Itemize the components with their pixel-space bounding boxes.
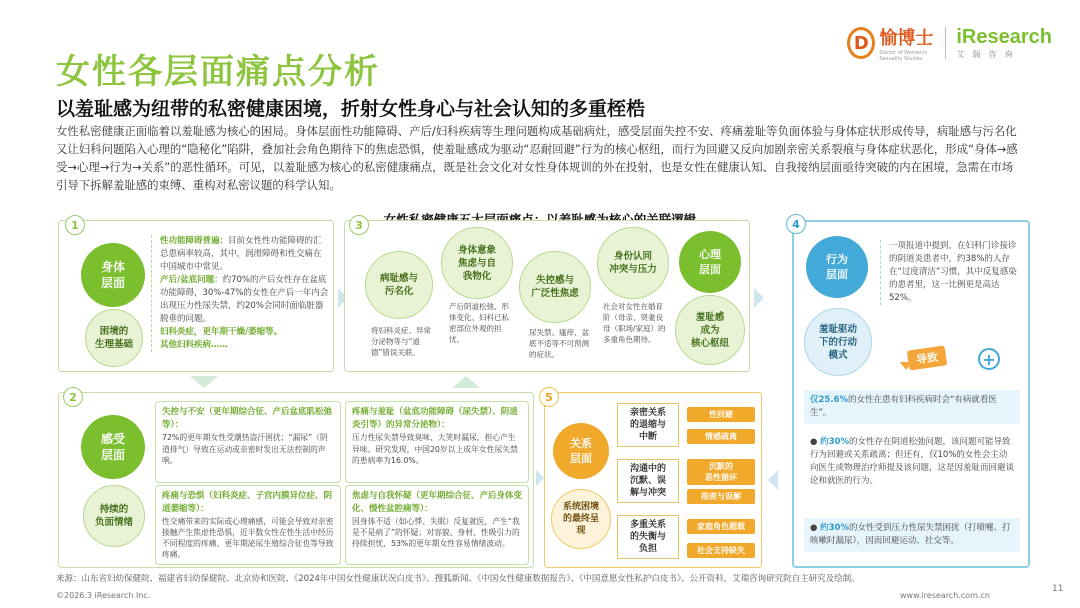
iresearch-logo	[956, 26, 1052, 60]
panel-number: 4	[786, 214, 806, 234]
panel-feeling-layer	[58, 392, 534, 568]
body-text: 目前女性性功能障碍的汇总患病率较高，其中，润滑障碍和性交痛在中国城市中常见。	[160, 236, 322, 272]
behavior-stat-3: ● 约30%的女性存在阴道松弛问题，该问题可能导致行为回避或关系疏离；但还有，仅10%的女性会主动向医生或物理治疗师提及该问题，这是因羞耻而回避谈论和就医的行为。	[810, 437, 1015, 486]
page-title: 女性各层面痛点分析	[56, 52, 380, 92]
yuboshi-name: 愉博士	[879, 28, 934, 49]
leads-to-tag: 导致	[907, 345, 947, 370]
body-highlight: 性功能障碍普遍：	[160, 236, 229, 246]
feeling-sub-circle: 持续的 负面情绪	[83, 485, 145, 547]
behavior-sub-circle: 羞耻驱动 下的行动 模式	[804, 308, 872, 376]
relation-layer-circle: 关系 层面	[553, 423, 609, 479]
feeling-box-title: 失控与不安（更年期综合征、产后盆底肌松弛等）：	[162, 407, 333, 430]
behavior-text-1	[880, 240, 1024, 305]
behavior-stat-text: 的女性存在阴道松弛问题，该问题可能导致行为回避或关系疏离；但还有，仅10%的女性会主动向医生或物理治疗师提及该问题，这是因羞耻而回避谈论和就医的行为。	[810, 437, 1015, 486]
feeling-box-text: 因身体不适（如心悸、失眠）反复就医，产生“我是不是病了”的怀疑；对容貌、身材、性吸引力的持续担忧，53%的更年期女性容易情绪波动。	[352, 517, 520, 548]
feeling-box-4	[345, 485, 529, 565]
copyright: ©2026.3 iResearch Inc.	[56, 591, 151, 600]
behavior-stat-hl: 约30%	[820, 523, 849, 533]
logo-group	[847, 24, 1052, 62]
behavior-stat-text: 的女性受到压力性尿失禁困扰（打喷嚏、打咳嗽时漏尿），因而回避运动、社交等。	[810, 523, 1011, 546]
behavior-stat-2	[804, 390, 1020, 424]
panel-relation-layer	[544, 392, 762, 568]
body-image-text: 产后阴道松弛、形体变化、妇科已私密部位外观的担忧。	[449, 302, 509, 344]
feeling-layer-circle: 感受 层面	[81, 415, 145, 479]
website-link[interactable]: www.iresearch.com.cn	[900, 591, 990, 600]
feeling-box-text: 压力性尿失禁导致臭味、大笑时漏尿，担心产生异味。研究发现，中国20岁以上成年女性尿失禁的患病率为16.0%。	[352, 433, 518, 465]
panel-body-layer	[58, 220, 334, 372]
feeling-box-2	[345, 401, 529, 483]
anxiety-text: 尿失禁、瘙痒、盆底不适等不可预测的症状。	[529, 328, 589, 359]
body-layer-sub-circle: 困境的 生理基础	[85, 309, 143, 367]
panel-behavior-layer	[792, 217, 1030, 568]
body-image-circle: 身体意象 焦虑与自 我物化	[441, 227, 513, 299]
arrow-up-icon	[452, 376, 480, 388]
relation-sub-circle: 系统困境 的最终呈 现	[551, 489, 611, 549]
page-subtitle: 以羞耻感为纽带的私密健康困境，折射女性身心与社会认知的多重桎梏	[56, 98, 646, 120]
body-text: 约70%的产后女性存在盆底功能障碍，30%-47%的女性在产后一年内会出现压力性尿失禁，约20%会同时面临脏器脱垂的问题。	[160, 275, 329, 324]
panel-number: 1	[65, 215, 85, 235]
arrow-right-icon	[754, 288, 764, 308]
page-number: 11	[1052, 584, 1064, 594]
arrow-down-icon	[190, 376, 218, 388]
body-layer-text	[151, 235, 329, 352]
behavior-stat-hl: 约30%	[820, 437, 849, 447]
feeling-box-1	[155, 401, 341, 483]
yuboshi-mark-icon: D	[847, 27, 875, 59]
feeling-box-title: 疼痛与恐惧（妇科炎症、子宫内膜异位症、阴道萎缩等）：	[162, 491, 333, 514]
relation-tag: 家庭角色超载	[687, 519, 755, 534]
arrow-right-icon	[536, 470, 544, 486]
relation-tag: 沉默的 恶性循环	[687, 459, 755, 485]
body-layer-circle: 身体 层面	[81, 243, 145, 307]
iresearch-name: iResearch	[956, 26, 1052, 48]
relation-row-3: 多重关系 的失衡与 负担	[617, 515, 679, 559]
psych-layer-circle: 心理 层面	[679, 231, 741, 293]
panel-number: 2	[63, 387, 83, 407]
body-line	[160, 274, 329, 326]
relation-tag: 情感疏离	[687, 429, 755, 444]
medical-cross-icon: +	[978, 348, 1000, 370]
relation-row-2: 沟通中的 沉默、误 解与冲突	[617, 459, 679, 503]
shame-core-circle: 羞耻感 成为 核心枢纽	[675, 295, 745, 365]
intro-paragraph: 女性私密健康正面临着以羞耻感为核心的困局。身体层面性功能障碍、产后/妇科疾病等生理问题构成基础病灶，感受层面失控不安、疼痛羞耻等负面体验与身体症状形成传导，病耻感与污名化又让妇科问题陷入心理的“隐秘化”陷阱，叠加社会角色期待下的焦虑恐惧，使羞耻感成为驱动“忍耐回避”行为的核心枢纽，而行为回避又反向加剧亲密关系裂痕与身体症状恶化，形成“身体→感受→心理→行为→关系”的恶性循环。可见，以羞耻感为核心的私密健康痛点，既是社会文化对女性身体规训的外在投射，也是女性在健康认知、自我接纳层面亟待突破的内在困境，急需在市场引导下拆解羞耻感的束缚、重构对私密议题的科学认知。	[56, 124, 1018, 192]
source-note: 来源：山东省妇幼保健院、福建省妇幼保健院、北京协和医院、《2024年中国女性健康状况白皮书》、搜狐新闻、《中国女性健康数据报告》、《中国意愿女性私护白皮书》、公开资料，艾瑞咨询研究院自主研究及绘制。	[56, 574, 860, 584]
iresearch-subtitle: 艾瑞咨询	[956, 50, 1021, 59]
arrow-left-icon	[768, 470, 778, 490]
feeling-box-title: 焦虑与自我怀疑（更年期综合征、产后身体变化、慢性盆腔痛等）：	[352, 491, 523, 514]
relation-tag: 指责与误解	[687, 489, 755, 504]
panel-number: 3	[349, 215, 369, 235]
body-line: 其他妇科疾病……	[160, 340, 229, 350]
body-line	[160, 235, 329, 274]
body-highlight: 产后/盆底问题：	[160, 275, 223, 285]
behavior-stat-hl: 仅25.6%	[810, 395, 848, 405]
feeling-box-text: 性交痛带来的实际或心理痛感，可能会导致对亲密接触产生焦虑性恐惧，近半数女性在性生活中经历不同程度的疼痛，更年期泌尿生殖综合征也等导致疼痛。	[162, 517, 334, 559]
arrow-down-icon	[900, 362, 912, 370]
feeling-box-3	[155, 485, 341, 565]
behavior-layer-circle: 行为 层面	[806, 236, 868, 298]
behavior-stat-4: ● 约30%的女性受到压力性尿失禁困扰（打喷嚏、打咳嗽时漏尿），因而回避运动、社交等。	[804, 518, 1020, 552]
logo-divider	[945, 27, 946, 59]
stigma-circle: 病耻感与 污名化	[365, 251, 433, 319]
anxiety-circle: 失控感与 广泛性焦虑	[519, 251, 591, 323]
relation-row-1: 亲密关系 的退缩与 中断	[617, 403, 679, 447]
relation-tag: 社会支持缺失	[687, 543, 755, 558]
panel-psych-layer	[344, 220, 750, 372]
panel-number: 5	[539, 387, 559, 407]
body-line: 妇科炎症，更年期干燥/萎缩等。	[160, 327, 283, 337]
identity-circle: 身份认同 冲突与压力	[597, 227, 669, 299]
relation-tag: 性回避	[687, 407, 755, 422]
behavior-stat-text: 的女性在患有妇科疾病时会“有病就看医生”。	[810, 395, 997, 418]
identity-text: 社会对女性在婚育阶（母亲、贤妻良母（职场/家庭）的多重角色期待。	[603, 302, 666, 344]
stigma-text: 将妇科炎症、异常分泌物等与“道德”错误关联。	[371, 326, 431, 357]
feeling-box-title: 疼痛与羞耻（盆底功能障碍（尿失禁）、阴道炎引等）的异常分泌物）：	[352, 407, 518, 430]
yuboshi-logo	[847, 24, 935, 62]
behavior-report-text: 一项报道中提到，在妇科门诊接诊的阴道炎患者中，约38%的人存在“过度清洁”习惯，其中反复感染的患者里，这一比例更是高达52%。	[889, 241, 1017, 303]
yuboshi-subtitle: Doctor of Women's Sexuality Studies	[879, 50, 927, 62]
feeling-box-text: 72%的更年期女性受潮热盗汗困扰；“漏尿”（阴道排气）导致在运动或亲密时发出无法控制的声响。	[162, 433, 328, 465]
